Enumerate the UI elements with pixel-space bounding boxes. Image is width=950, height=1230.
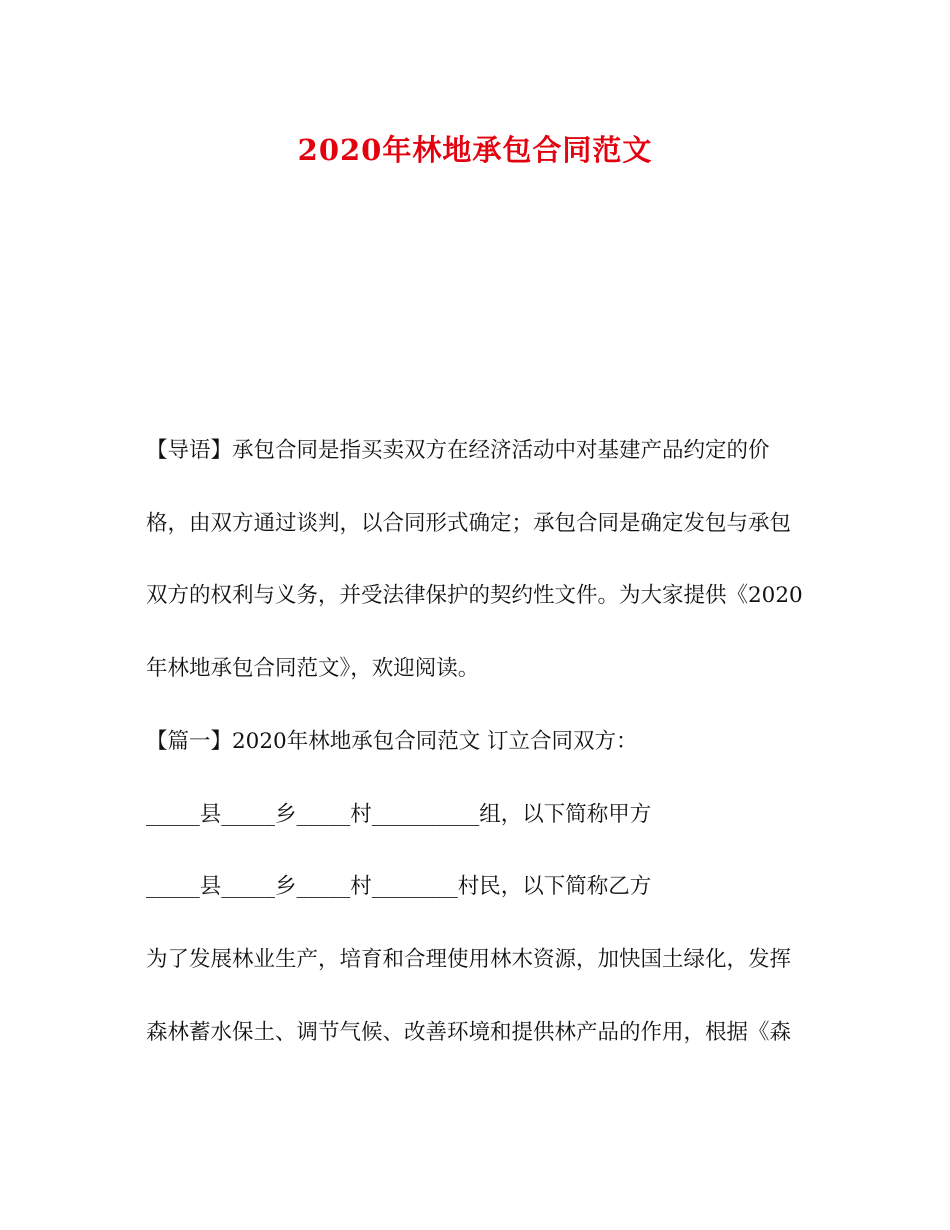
party-b-line: _____县_____乡_____村________村民，以下简称乙方 <box>146 874 652 899</box>
section-heading-line: 【篇一】2020年林地承包合同范文 订立合同双方： <box>146 729 638 754</box>
paragraph-line-3: 双方的权利与义务，并受法律保护的契约性文件。为大家提供《2020 <box>146 583 803 608</box>
paragraph-line-9: 森林蓄水保土、调节气候、改善环境和提供林产品的作用，根据《森 <box>146 1020 792 1045</box>
paragraph-line-1: 【导语】承包合同是指买卖双方在经济活动中对基建产品约定的价 <box>146 438 770 463</box>
paragraph-line-8: 为了发展林业生产，培育和合理使用林木资源，加快国土绿化，发挥 <box>146 947 792 972</box>
paragraph-line-4: 年林地承包合同范文》，欢迎阅读。 <box>146 656 480 681</box>
party-a-line: _____县_____乡_____村__________组，以下简称甲方 <box>146 802 652 827</box>
document-title: 2020年林地承包合同范文 <box>297 133 653 167</box>
paragraph-line-2: 格，由双方通过谈判，以合同形式确定；承包合同是确定发包与承包 <box>146 511 792 536</box>
